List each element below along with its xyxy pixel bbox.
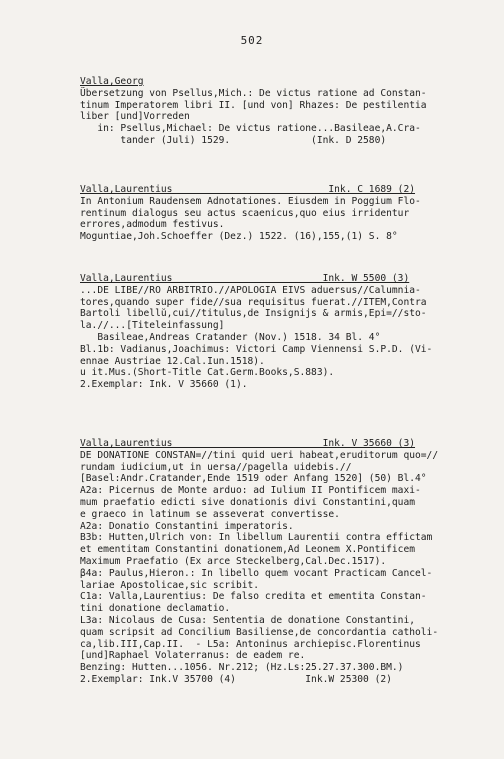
catalog-entry-laurentius-valla-de-donatione bbox=[80, 438, 490, 686]
page-number: 502 bbox=[240, 34, 264, 47]
catalog-entry-laurentius-valla-de-libero-arbitrio bbox=[80, 273, 490, 391]
catalog-entry-laurentius-valla-adnotationes bbox=[80, 184, 490, 243]
entry-line: et ementitam Constantini donationem,Ad Leonem X.Pontificem bbox=[80, 544, 416, 556]
entry-line: L3a: Nicolaus de Cusa: Sententia de donatione Constantini, bbox=[80, 614, 416, 626]
entry-line: 2.Exemplar: Ink. V 35660 (1). bbox=[80, 379, 248, 391]
entry-line: Valla,Laurentius Ink. W 5500 (3) bbox=[80, 273, 410, 284]
entry-line: errores,admodum festivus. bbox=[80, 219, 225, 231]
entry-line: A2a: Picernus de Monte arduo: ad Iulium II Pontificem maxi- bbox=[80, 485, 421, 497]
entry-line: tini donatione declamatio. bbox=[80, 603, 231, 615]
entry-line: in: Psellus,Michael: De victus ratione...Basileae,A.Cra- bbox=[80, 123, 421, 135]
entry-line: Valla,Laurentius Ink. C 1689 (2) bbox=[80, 184, 416, 195]
entry-line: A2a: Donatio Constantini imperatoris. bbox=[80, 520, 294, 532]
entry-line: liber [und]Vorreden bbox=[80, 111, 190, 123]
entry-line: Bartoli libellŭ,cui//titulus,de Insignijs & armis,Epi=//sto- bbox=[80, 308, 427, 320]
entry-line: Maximum Praefatio (Ex arce Steckelberg,Cal.Dec.1517). bbox=[80, 555, 387, 567]
entry-line: ennae Austriae 12.Cal.Iun.1518). bbox=[80, 355, 265, 367]
entry-line: In Antonium Raudensem Adnotationes. Eiusdem in Poggium Flo- bbox=[80, 195, 421, 207]
entry-line: mum praefatio edicti sive donationis divi Constantini,quam bbox=[80, 496, 416, 508]
entry-line: e graeco in latinum se asseverat convertisse. bbox=[80, 508, 340, 520]
entry-line: Basileae,Andreas Cratander (Nov.) 1518. 34 Bl. 4° bbox=[80, 331, 381, 343]
entry-line: β4a: Paulus,Hieron.: In libello quem vocant Practicam Cancel- bbox=[80, 567, 433, 579]
entry-line: [Basel:Andr.Cratander,Ende 1519 oder Anfang 1520] (50) Bl.4° bbox=[80, 473, 427, 485]
entry-line: DE DONATIONE CONSTAN=//tini quid ueri habeat,eruditorum quo=// bbox=[80, 449, 439, 461]
entry-line: C1a: Valla,Laurentius: De falso credita et ementita Constan- bbox=[80, 591, 427, 603]
entry-line: ...DE LIBE//RO ARBITRIO.//APOLOGIA EIVS aduersus//Calumnia- bbox=[80, 284, 421, 296]
entry-line: u it.Mus.(Short-Title Cat.Germ.Books,S.883). bbox=[80, 367, 335, 379]
entry-line: tores,quando super fide//sua requisitus fuerat.//ITEM,Contra bbox=[80, 296, 427, 308]
entry-line: Valla,Georg bbox=[80, 76, 144, 87]
entry-line: Benzing: Hutten...1056. Nr.212; (Hz.Ls:25.27.37.300.BM.) bbox=[80, 662, 404, 674]
entry-line: tander (Juli) 1529. (Ink. D 2580) bbox=[80, 134, 387, 146]
entry-line: Übersetzung von Psellus,Mich.: De victus ratione ad Constan- bbox=[80, 87, 427, 99]
entry-line: lariae Apostolicae,sic scribit. bbox=[80, 579, 260, 591]
entry-line: 2.Exemplar: Ink.V 35700 (4) Ink.W 25300 (2) bbox=[80, 673, 392, 685]
entry-line: rundam iudicium,ut in uersa//pagella uidebis.// bbox=[80, 461, 352, 473]
catalog-entry-georg-valla bbox=[80, 76, 490, 147]
entry-line: ca,lib.III,Cap.II. - L5a: Antoninus archiepisc.Florentinus bbox=[80, 638, 421, 650]
entry-line: B3b: Hutten,Ulrich von: In libellum Laurentii contra effictam bbox=[80, 532, 433, 544]
entry-line: tinum Imperatorem libri II. [und von] Rhazes: De pestilentia bbox=[80, 99, 427, 111]
entry-line: Moguntiae,Joh.Schoeffer (Dez.) 1522. (16),155,(1) S. 8° bbox=[80, 231, 398, 243]
entry-line: [und]Raphael Volaterranus: de eadem re. bbox=[80, 650, 306, 662]
entry-line: Valla,Laurentius Ink. V 35660 (3) bbox=[80, 438, 416, 449]
entry-line: quam scripsit ad Concilium Basiliense,de concordantia catholi- bbox=[80, 626, 439, 638]
entry-line: la.//...[Titeleinfassung] bbox=[80, 320, 225, 332]
entry-line: rentinum dialogus seu actus scaenicus,quo eius irridentur bbox=[80, 207, 410, 219]
entry-line: Bl.1b: Vadianus,Joachimus: Victori Camp Viennensi S.P.D. (Vi- bbox=[80, 343, 433, 355]
